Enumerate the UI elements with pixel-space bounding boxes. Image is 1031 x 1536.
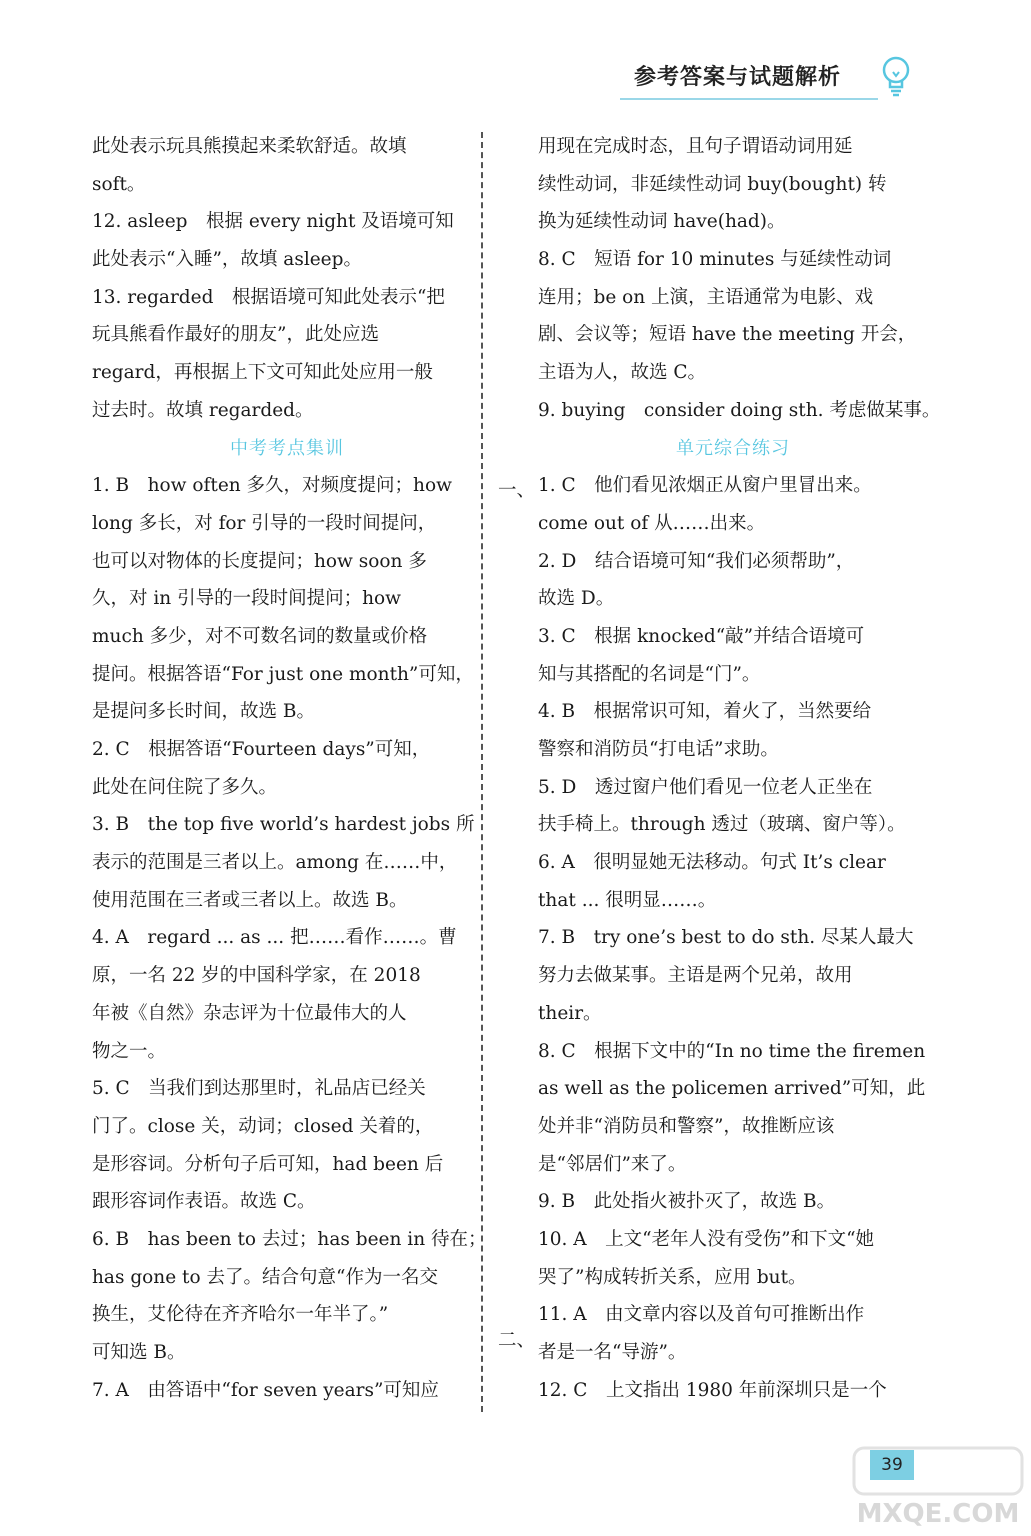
text-line: 2. D 结合语境可知“我们必须帮助”，	[538, 550, 855, 572]
text-line: 剧、会议等；短语 have the meeting 开会，	[538, 324, 917, 346]
section-title: 单元综合练习	[676, 437, 790, 459]
text-line: 10. A 上文“老年人没有受伤”和下文“她	[538, 1228, 875, 1250]
text-line: 故选 D。	[538, 588, 615, 610]
page-number: 39	[870, 1450, 914, 1480]
header-title: 参考答案与试题解析	[634, 65, 842, 90]
text-line: 此处表示“入睡”，故填 asleep。	[92, 249, 362, 271]
text-line: 主语为人，故选 C。	[538, 362, 707, 384]
text-line: 久，对 in 引导的一段时间提问；how	[92, 588, 401, 610]
part-two-marker: 二、	[498, 1330, 536, 1351]
text-line: long 多长，对 for 引导的一段时间提问，	[92, 512, 437, 534]
text-line: 哭了”构成转折关系，应用 but。	[538, 1266, 807, 1288]
text-line: 1. C 他们看见浓烟正从窗户里冒出来。	[538, 475, 872, 497]
text-line: 9. B 此处指火被扑灭了，故选 B。	[538, 1191, 836, 1213]
text-line: 1. B how often 多久，对频度提问；how	[92, 475, 452, 497]
right-column	[538, 128, 941, 1409]
text-line: 处并非“消防员和警察”，故推断应该	[538, 1115, 835, 1137]
page-header	[600, 52, 930, 102]
text-line: 者是一名“导游”。	[538, 1342, 687, 1363]
text-line: 换为延续性动词 have(had)。	[538, 211, 786, 233]
text-line: as well as the policemen arrived”可知，此	[538, 1078, 926, 1100]
text-line: 4. A regard ... as ... 把……看作……。曹	[92, 927, 457, 949]
text-line: has gone to 去了。结合句意“作为一名交	[92, 1266, 438, 1288]
text-line: that ... 很明显……。	[538, 889, 717, 911]
text-line: 原，一名 22 岁的中国科学家，在 2018	[92, 965, 421, 987]
text-line: 使用范围在三者或三者以上。故选 B。	[92, 889, 408, 911]
text-line: 9. buying consider doing sth. 考虑做某事。	[538, 399, 941, 421]
text-line: 也可以对物体的长度提问；how soon 多	[92, 550, 427, 572]
text-line: 4. B 根据常识可知，着火了，当然要给	[538, 701, 872, 723]
text-line: 8. C 短语 for 10 minutes 与延续性动词	[538, 249, 892, 271]
text-line: 3. B the top five world’s hardest jobs 所	[92, 814, 475, 836]
text-line: 用现在完成时态，且句子谓语动词用延	[538, 136, 853, 157]
text-line: 8. C 根据下文中的“In no time the firemen	[538, 1040, 926, 1062]
text-line: their。	[538, 1002, 602, 1024]
text-line: 6. B has been to 去过；has been in 待在；	[92, 1228, 487, 1250]
text-line: 2. C 根据答语“Fourteen days”可知，	[92, 739, 431, 760]
text-line: 换生，艾伦待在齐齐哈尔一年半了。”	[92, 1304, 389, 1326]
section-title: 中考考点集训	[230, 437, 344, 459]
text-line: 11. A 由文章内容以及首句可推断出作	[538, 1304, 865, 1326]
text-line: 3. C 根据 knocked“敲”并结合语境可	[538, 625, 865, 647]
text-line: 5. C 当我们到达那里时，礼品店已经关	[92, 1078, 426, 1100]
text-line: 是“邻居们”来了。	[538, 1153, 687, 1175]
text-line: 跟形容词作表语。故选 C。	[92, 1191, 316, 1213]
text-line: 续性动词，非延续性动词 buy(bought) 转	[538, 173, 887, 195]
text-line: 7. A 由答语中“for seven years”可知应	[92, 1379, 439, 1401]
text-line: 扶手椅上。through 透过（玻璃、窗户等）。	[538, 814, 906, 836]
lightbulb-icon	[876, 52, 916, 102]
text-line: 连用；be on 上演，主语通常为电影、戏	[538, 286, 874, 308]
text-line: 警察和消防员“打电话”求助。	[538, 739, 779, 760]
text-line: soft。	[92, 173, 146, 195]
text-line: 过去时。故填 regarded。	[92, 399, 314, 421]
text-line: 提问。根据答语“For just one month”可知，	[92, 663, 474, 685]
column-divider	[481, 132, 483, 1412]
text-line: 5. D 透过窗户他们看见一位老人正坐在	[538, 776, 873, 798]
watermark-text: MXQE.COM	[856, 1499, 1020, 1529]
text-line: much 多少，对不可数名词的数量或价格	[92, 625, 428, 647]
text-line: 物之一。	[92, 1040, 167, 1062]
text-line: 可知选 B。	[92, 1342, 186, 1363]
text-line: 表示的范围是三者以上。among 在……中，	[92, 852, 458, 874]
text-line: 13. regarded 根据语境可知此处表示“把	[92, 286, 445, 308]
text-line: come out of 从……出来。	[538, 512, 766, 534]
text-line: 门了。close 关，动词；closed 关着的，	[92, 1115, 434, 1137]
text-line: 是提问多长时间，故选 B。	[92, 701, 315, 723]
text-line: 12. asleep 根据 every night 及语境可知	[92, 211, 454, 233]
text-line: 12. C 上文指出 1980 年前深圳只是一个	[538, 1379, 887, 1401]
text-line: regard，再根据上下文可知此处应用一般	[92, 362, 433, 384]
text-line: 6. A 很明显她无法移动。句式 It’s clear	[538, 852, 886, 874]
text-line: 此处在问住院了多久。	[92, 776, 278, 798]
text-line: 努力去做某事。主语是两个兄弟，故用	[538, 965, 853, 987]
part-one-marker: 一、	[498, 480, 536, 501]
text-line: 此处表示玩具熊摸起来柔软舒适。故填	[92, 136, 407, 157]
text-line: 是形容词。分析句子后可知，had been 后	[92, 1153, 444, 1175]
text-line: 知与其搭配的名词是“门”。	[538, 663, 761, 685]
text-line: 玩具熊看作最好的朋友”，此处应选	[92, 324, 379, 346]
left-column	[92, 128, 487, 1409]
text-line: 7. B try one’s best to do sth. 尽某人最大	[538, 927, 914, 949]
text-line: 年被《自然》杂志评为十位最伟大的人	[92, 1002, 407, 1024]
